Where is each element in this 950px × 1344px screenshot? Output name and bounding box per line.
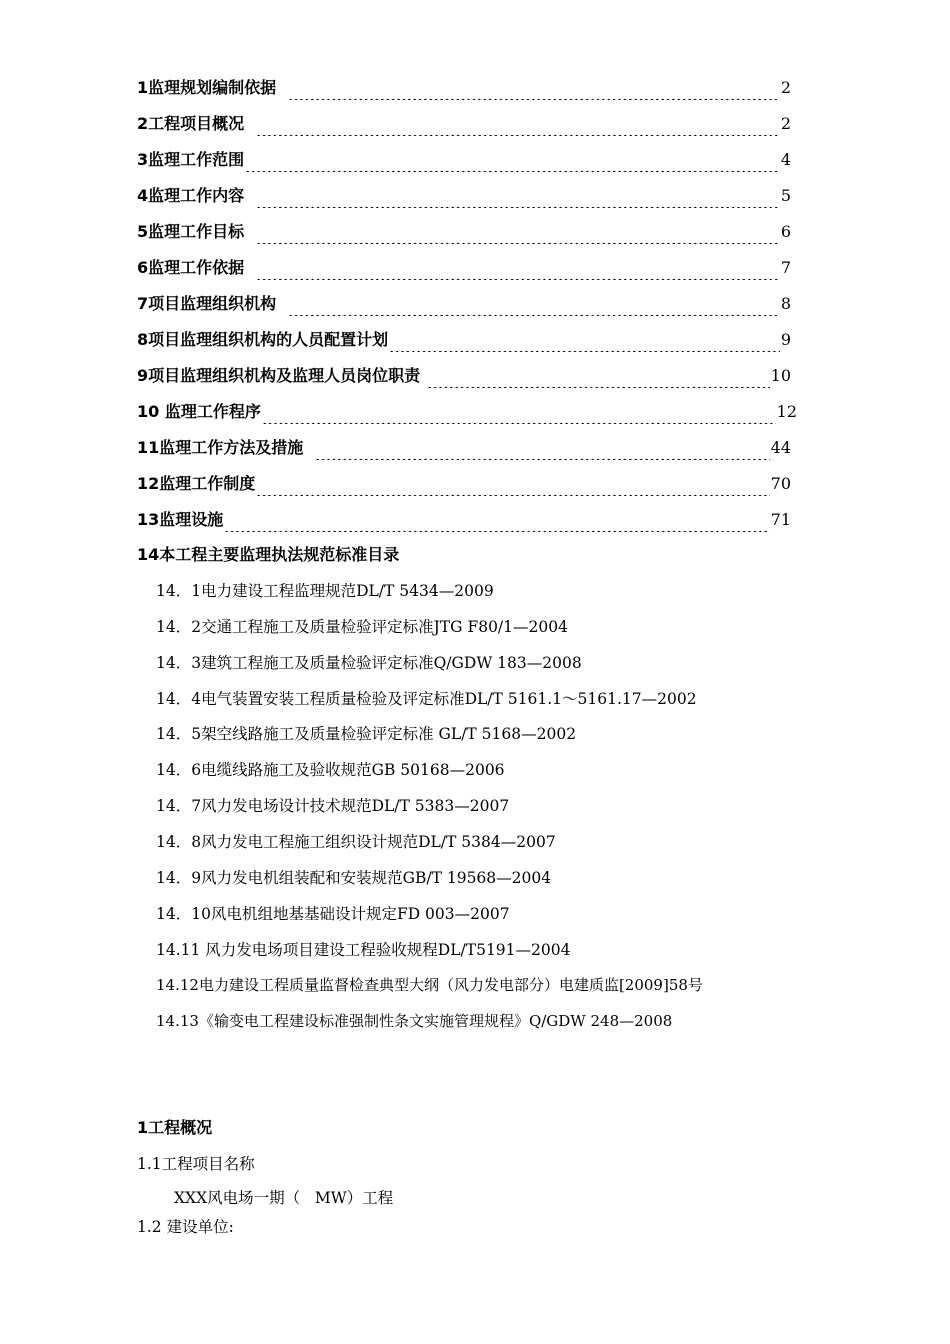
toc-entry-page: 6 [780, 222, 791, 241]
toc-entry[interactable] [137, 256, 791, 280]
toc-dot-leader [288, 76, 780, 100]
toc-entry[interactable] [137, 184, 791, 208]
toc-entry[interactable] [137, 76, 791, 100]
toc-sub-item[interactable]: 14．8风力发电工程施工组织设计规范DL/T 5384—2007 [156, 833, 556, 851]
toc-dot-leader [256, 184, 780, 208]
toc-dot-leader [288, 292, 780, 316]
subsection-title: 1.2 建设单位: [137, 1218, 234, 1236]
toc-sub-item[interactable]: 14．4电气装置安装工程质量检验及评定标准DL/T 5161.1～5161.17—2002 [156, 690, 697, 708]
subsection-title: 1.1工程项目名称 [137, 1155, 255, 1173]
toc-entry-page: 2 [780, 114, 791, 133]
toc-entry[interactable] [137, 292, 791, 316]
toc-entry-title: 10 监理工作程序 [137, 402, 261, 421]
toc-entry[interactable] [137, 148, 791, 172]
toc-entry[interactable] [137, 472, 791, 496]
toc-entry-title: 13监理设施 [137, 510, 224, 529]
toc-heading-standards[interactable]: 14本工程主要监理执法规范标准目录 [137, 545, 400, 564]
toc-dot-leader [256, 256, 780, 280]
toc-entry-page: 10 [770, 366, 791, 385]
toc-entry-page: 7 [780, 258, 791, 277]
toc-entry-title: 12监理工作制度 [137, 474, 256, 493]
toc-entry-title: 6监理工作依据 [137, 258, 256, 277]
toc-entry-page: 4 [780, 150, 791, 169]
toc-sub-item[interactable]: 14.12电力建设工程质量监督检查典型大纲（风力发电部分）电建质监[2009]58号 [156, 976, 703, 994]
toc-entry[interactable] [137, 436, 791, 460]
toc-entry-title: 4监理工作内容 [137, 186, 256, 205]
toc-dot-leader [262, 400, 776, 424]
toc-entry-page: 71 [770, 510, 791, 529]
toc-entry-title: 5监理工作目标 [137, 222, 256, 241]
toc-entry-page: 2 [780, 78, 791, 97]
toc-sub-item[interactable]: 14．3建筑工程施工及质量检验评定标准Q/GDW 183—2008 [156, 654, 582, 672]
toc-entry[interactable] [137, 400, 797, 424]
toc-entry-title: 7项目监理组织机构 [137, 294, 288, 313]
toc-dot-leader [315, 436, 769, 460]
toc-dot-leader [256, 112, 780, 136]
toc-entry-page: 9 [780, 330, 791, 349]
toc-entry-page: 12 [776, 402, 797, 421]
toc-entry-title: 1监理规划编制依据 [137, 78, 288, 97]
toc-entry[interactable] [137, 328, 791, 352]
toc-dot-leader [427, 364, 770, 388]
toc-sub-item[interactable]: 14.11 风力发电场项目建设工程验收规程DL/T5191—2004 [156, 941, 571, 959]
toc-dot-leader [256, 220, 780, 244]
toc-dot-leader [245, 148, 780, 172]
toc-entry-page: 70 [770, 474, 791, 493]
toc-sub-item[interactable]: 14．2交通工程施工及质量检验评定标准JTG F80/1—2004 [156, 618, 568, 636]
toc-entry[interactable] [137, 220, 791, 244]
toc-dot-leader [389, 328, 780, 352]
toc-entry-page: 44 [770, 438, 791, 457]
toc-entry-title: 8项目监理组织机构的人员配置计划 [137, 330, 389, 349]
toc-entry-title: 2工程项目概况 [137, 114, 256, 133]
project-name: XXX风电场一期（ MW）工程 [174, 1189, 394, 1207]
toc-sub-item[interactable]: 14．7风力发电场设计技术规范DL/T 5383—2007 [156, 797, 510, 815]
toc-dot-leader [224, 508, 769, 532]
toc-sub-item[interactable]: 14.13《输变电工程建设标准强制性条文实施管理规程》Q/GDW 248—2008 [156, 1012, 673, 1030]
toc-entry[interactable] [137, 508, 791, 532]
toc-sub-item[interactable]: 14．10风电机组地基基础设计规定FD 003—2007 [156, 905, 510, 923]
toc-entry-title: 3监理工作范围 [137, 150, 245, 169]
toc-sub-item[interactable]: 14．1电力建设工程监理规范DL/T 5434—2009 [156, 582, 494, 600]
toc-sub-item[interactable]: 14．5架空线路施工及质量检验评定标准 GL/T 5168—2002 [156, 725, 577, 743]
toc-sub-item[interactable]: 14．6电缆线路施工及验收规范GB 50168—2006 [156, 761, 505, 779]
toc-entry-title: 9项目监理组织机构及监理人员岗位职责 [137, 366, 426, 385]
toc-sub-item[interactable]: 14．9风力发电机组装配和安装规范GB/T 19568—2004 [156, 869, 552, 887]
toc-dot-leader [256, 472, 769, 496]
section-title: 1工程概况 [137, 1118, 213, 1137]
toc-entry-page: 8 [780, 294, 791, 313]
toc-entry[interactable] [137, 364, 791, 388]
toc-entry[interactable] [137, 112, 791, 136]
toc-entry-title: 11监理工作方法及措施 [137, 438, 315, 457]
toc-entry-page: 5 [780, 186, 791, 205]
